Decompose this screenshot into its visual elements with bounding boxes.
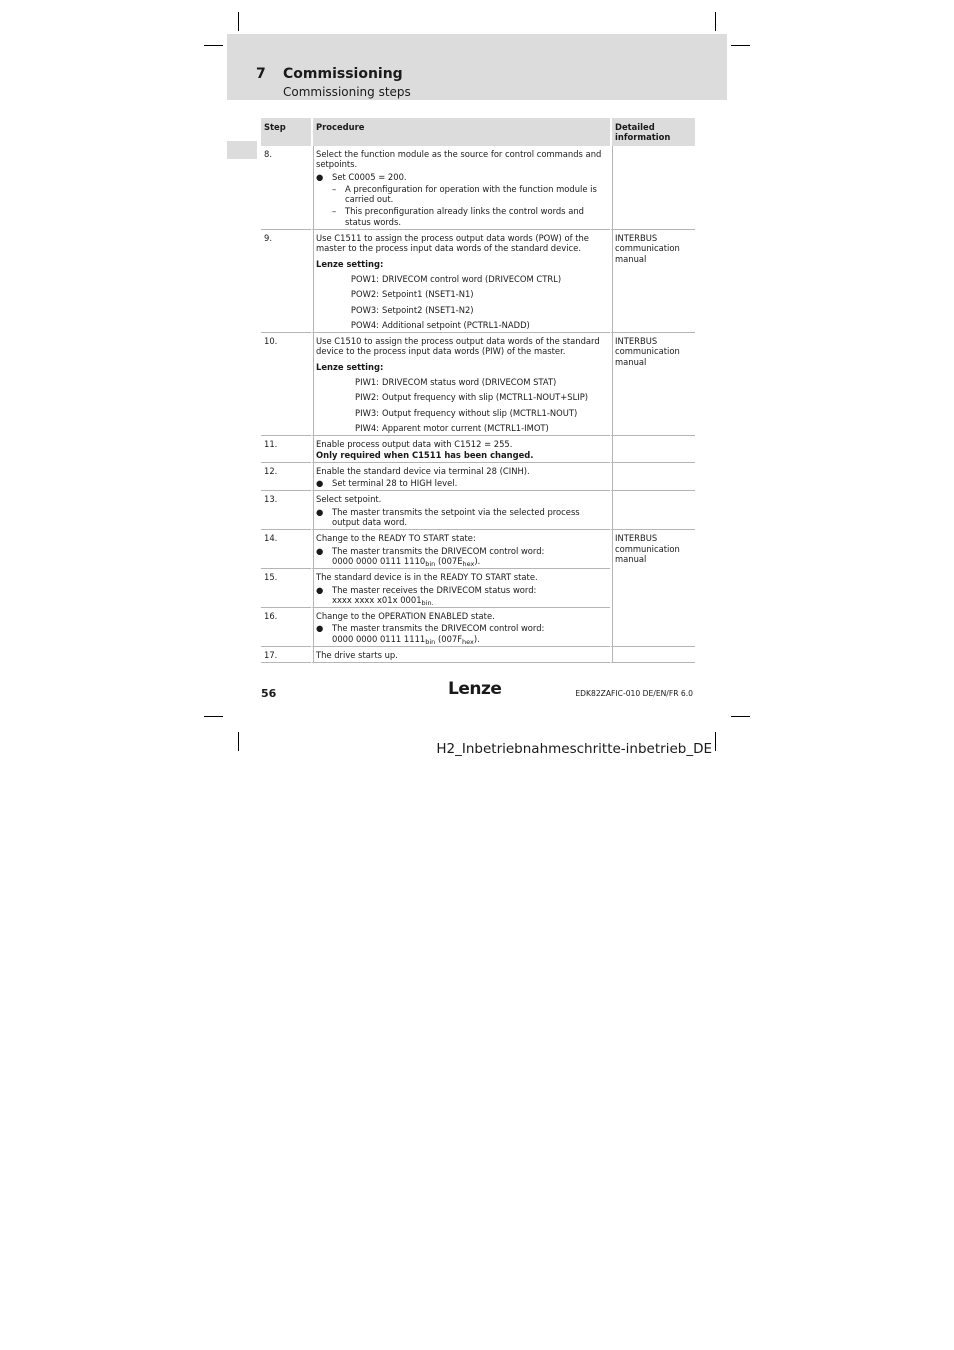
step-number: 16. bbox=[261, 608, 311, 647]
section-subtitle: Commissioning steps bbox=[283, 85, 411, 99]
info-cell: INTERBUS communication manual bbox=[610, 230, 695, 333]
bullet-item: ● The master transmits the DRIVECOM control word: 0000 0000 0111 $1111_{bin}$ $(007F_{hex})$. bbox=[316, 623, 545, 646]
info-cell bbox=[610, 463, 695, 492]
procedure-cell bbox=[311, 230, 610, 333]
setting-item bbox=[316, 377, 607, 387]
info-cell bbox=[610, 146, 695, 230]
procedure-text: Change to the OPERATION ENABLED state. bbox=[316, 611, 495, 622]
table-row bbox=[261, 333, 695, 436]
setting-value: Output frequency without slip (MCTRL1-NOUT) bbox=[382, 407, 578, 418]
info-cell bbox=[610, 436, 695, 463]
info-cell bbox=[610, 569, 695, 608]
document-reference: EDK82ZAFIC-010 DE/EN/FR 6.0 bbox=[575, 689, 693, 698]
procedure-cell bbox=[311, 436, 610, 463]
setting-item bbox=[316, 408, 607, 418]
procedure-cell bbox=[311, 333, 610, 436]
setting-key: PIW3: bbox=[355, 407, 379, 418]
bullet-item: ● Set C0005 = 200. bbox=[316, 171, 407, 182]
setting-value: Additional setpoint (PCTRL1-NADD) bbox=[382, 319, 530, 330]
crop-mark bbox=[715, 732, 716, 751]
table-header-row bbox=[261, 118, 695, 146]
procedure-text: Enable process output data with C1512 = 255. bbox=[316, 439, 513, 450]
step-number: 8. bbox=[261, 146, 311, 230]
column-header-detailed-information bbox=[610, 118, 695, 146]
bullet-text: Set terminal 28 to HIGH level. bbox=[332, 478, 458, 489]
setting-item bbox=[316, 423, 607, 433]
bullet-item: ● The master transmits the DRIVECOM control word: 0000 0000 0111 $1110_{bin}$ $(007E_{hex})$. bbox=[316, 545, 545, 568]
dash-item: – This preconfiguration already links the control words and status words. bbox=[332, 206, 607, 227]
setting-value: Setpoint1 (NSET1-N1) bbox=[382, 289, 474, 300]
dash-text: This preconfiguration already links the control words and status words. bbox=[345, 206, 584, 227]
procedure-text: Select the function module as the source for control commands and setpoints. bbox=[316, 149, 602, 170]
chapter-number: 7 bbox=[256, 66, 266, 82]
step-number: 12. bbox=[261, 463, 311, 492]
setting-item bbox=[316, 305, 607, 315]
bullet-text: The master receives the DRIVECOM status word: bbox=[332, 584, 537, 595]
column-header-procedure: Procedure bbox=[311, 118, 610, 146]
setting-key: POW3: bbox=[350, 304, 379, 315]
procedure-cell bbox=[311, 608, 610, 647]
setting-item bbox=[316, 320, 607, 330]
info-cell bbox=[610, 491, 695, 530]
crop-mark bbox=[731, 45, 750, 46]
crop-mark bbox=[715, 12, 716, 31]
procedure-text: Select setpoint. bbox=[316, 494, 382, 505]
table-row bbox=[261, 146, 695, 230]
step-number: 9. bbox=[261, 230, 311, 333]
table-row bbox=[261, 436, 695, 463]
setting-value: Setpoint2 (NSET1-N2) bbox=[382, 304, 474, 315]
setting-key: PIW2: bbox=[355, 392, 379, 403]
setting-item bbox=[316, 392, 607, 402]
info-cell bbox=[610, 608, 695, 647]
table-row bbox=[261, 647, 695, 663]
dash-text: A preconfiguration for operation with the function module is carried out. bbox=[345, 183, 597, 205]
binary-word: 0000 0000 0111 $1111_{bin}$ $(007F_{hex})$. bbox=[332, 633, 480, 646]
bullet-item: ● The master receives the DRIVECOM status word: xxxx xxxx x01x $0001_{bin.}$ bbox=[316, 584, 537, 607]
crop-mark bbox=[238, 732, 239, 751]
table-row bbox=[261, 530, 695, 569]
lenze-logo: Lenze bbox=[448, 679, 502, 699]
procedure-text: Use C1511 to assign the process output data words (POW) of the master to the process input data words of the standard device. bbox=[316, 233, 589, 254]
procedure-cell bbox=[311, 530, 610, 569]
procedure-cell bbox=[311, 569, 610, 608]
step-number: 11. bbox=[261, 436, 311, 463]
binary-word: xxxx xxxx x01x $0001_{bin.}$ bbox=[332, 594, 434, 607]
column-header-step: Step bbox=[261, 118, 311, 146]
crop-mark bbox=[204, 45, 223, 46]
bullet-item: ● Set terminal 28 to HIGH level. bbox=[316, 478, 458, 489]
procedure-cell bbox=[311, 463, 610, 492]
bullet-item: ● The master transmits the setpoint via the selected process output data word. bbox=[316, 507, 607, 528]
bullet-text: The master transmits the setpoint via the selected process output data word. bbox=[332, 506, 580, 528]
procedure-note: Only required when C1511 has been changed. bbox=[316, 449, 534, 460]
setting-value: Output frequency with slip (MCTRL1-NOUT+SLIP) bbox=[382, 392, 589, 403]
setting-key: PIW1: bbox=[355, 377, 379, 388]
step-number: 14. bbox=[261, 530, 311, 569]
chapter-title: Commissioning bbox=[283, 66, 403, 82]
procedure-cell bbox=[311, 491, 610, 530]
procedure-text: The drive starts up. bbox=[316, 649, 398, 660]
commissioning-steps-table bbox=[261, 118, 695, 663]
procedure-text: The standard device is in the READY TO START state. bbox=[316, 572, 538, 583]
side-tab-marker bbox=[227, 141, 257, 159]
info-cell: INTERBUS communication manual bbox=[610, 333, 695, 436]
dash-item: – A preconfiguration for operation with the function module is carried out. bbox=[332, 184, 607, 205]
crop-mark bbox=[238, 12, 239, 31]
crop-mark bbox=[204, 716, 223, 717]
info-cell: INTERBUS communication manual bbox=[610, 530, 695, 569]
procedure-text: Use C1510 to assign the process output data words of the standard device to the process input data words (PIW) of the master. bbox=[316, 336, 600, 357]
setting-value: DRIVECOM control word (DRIVECOM CTRL) bbox=[382, 273, 562, 284]
file-label: H2_Inbetriebnahmeschritte-inbetrieb_DE bbox=[436, 741, 712, 757]
column-header-detail-line1: Detailed bbox=[615, 122, 655, 132]
step-number: 17. bbox=[261, 647, 311, 663]
column-header-detail-line2: information bbox=[615, 132, 671, 143]
bullet-text: Set C0005 = 200. bbox=[332, 171, 407, 182]
page-number: 56 bbox=[261, 687, 277, 700]
lenze-setting-label: Lenze setting: bbox=[316, 361, 384, 372]
table-row bbox=[261, 230, 695, 333]
table-row bbox=[261, 463, 695, 492]
setting-value: Apparent motor current (MCTRL1-IMOT) bbox=[382, 422, 549, 433]
bullet-text: The master transmits the DRIVECOM control word: bbox=[332, 545, 545, 556]
lenze-setting-label: Lenze setting: bbox=[316, 258, 384, 269]
setting-item bbox=[316, 274, 607, 284]
binary-word: 0000 0000 0111 $1110_{bin}$ $(007E_{hex})$. bbox=[332, 555, 481, 568]
setting-key: POW1: bbox=[350, 273, 379, 284]
table-row bbox=[261, 608, 695, 647]
procedure-text: Enable the standard device via terminal 28 (CINH). bbox=[316, 465, 530, 476]
procedure-text: Change to the READY TO START state: bbox=[316, 533, 476, 544]
setting-item bbox=[316, 289, 607, 299]
setting-key: POW4: bbox=[350, 319, 379, 330]
crop-mark bbox=[731, 716, 750, 717]
bullet-text: The master transmits the DRIVECOM control word: bbox=[332, 623, 545, 634]
step-number: 15. bbox=[261, 569, 311, 608]
step-number: 13. bbox=[261, 491, 311, 530]
step-number: 10. bbox=[261, 333, 311, 436]
procedure-cell bbox=[311, 146, 610, 230]
setting-key: POW2: bbox=[350, 289, 379, 300]
table-row bbox=[261, 569, 695, 608]
table-row bbox=[261, 491, 695, 530]
info-cell bbox=[610, 647, 695, 663]
setting-value: DRIVECOM status word (DRIVECOM STAT) bbox=[382, 377, 557, 388]
setting-key: PIW4: bbox=[355, 422, 379, 433]
procedure-cell bbox=[311, 647, 610, 663]
